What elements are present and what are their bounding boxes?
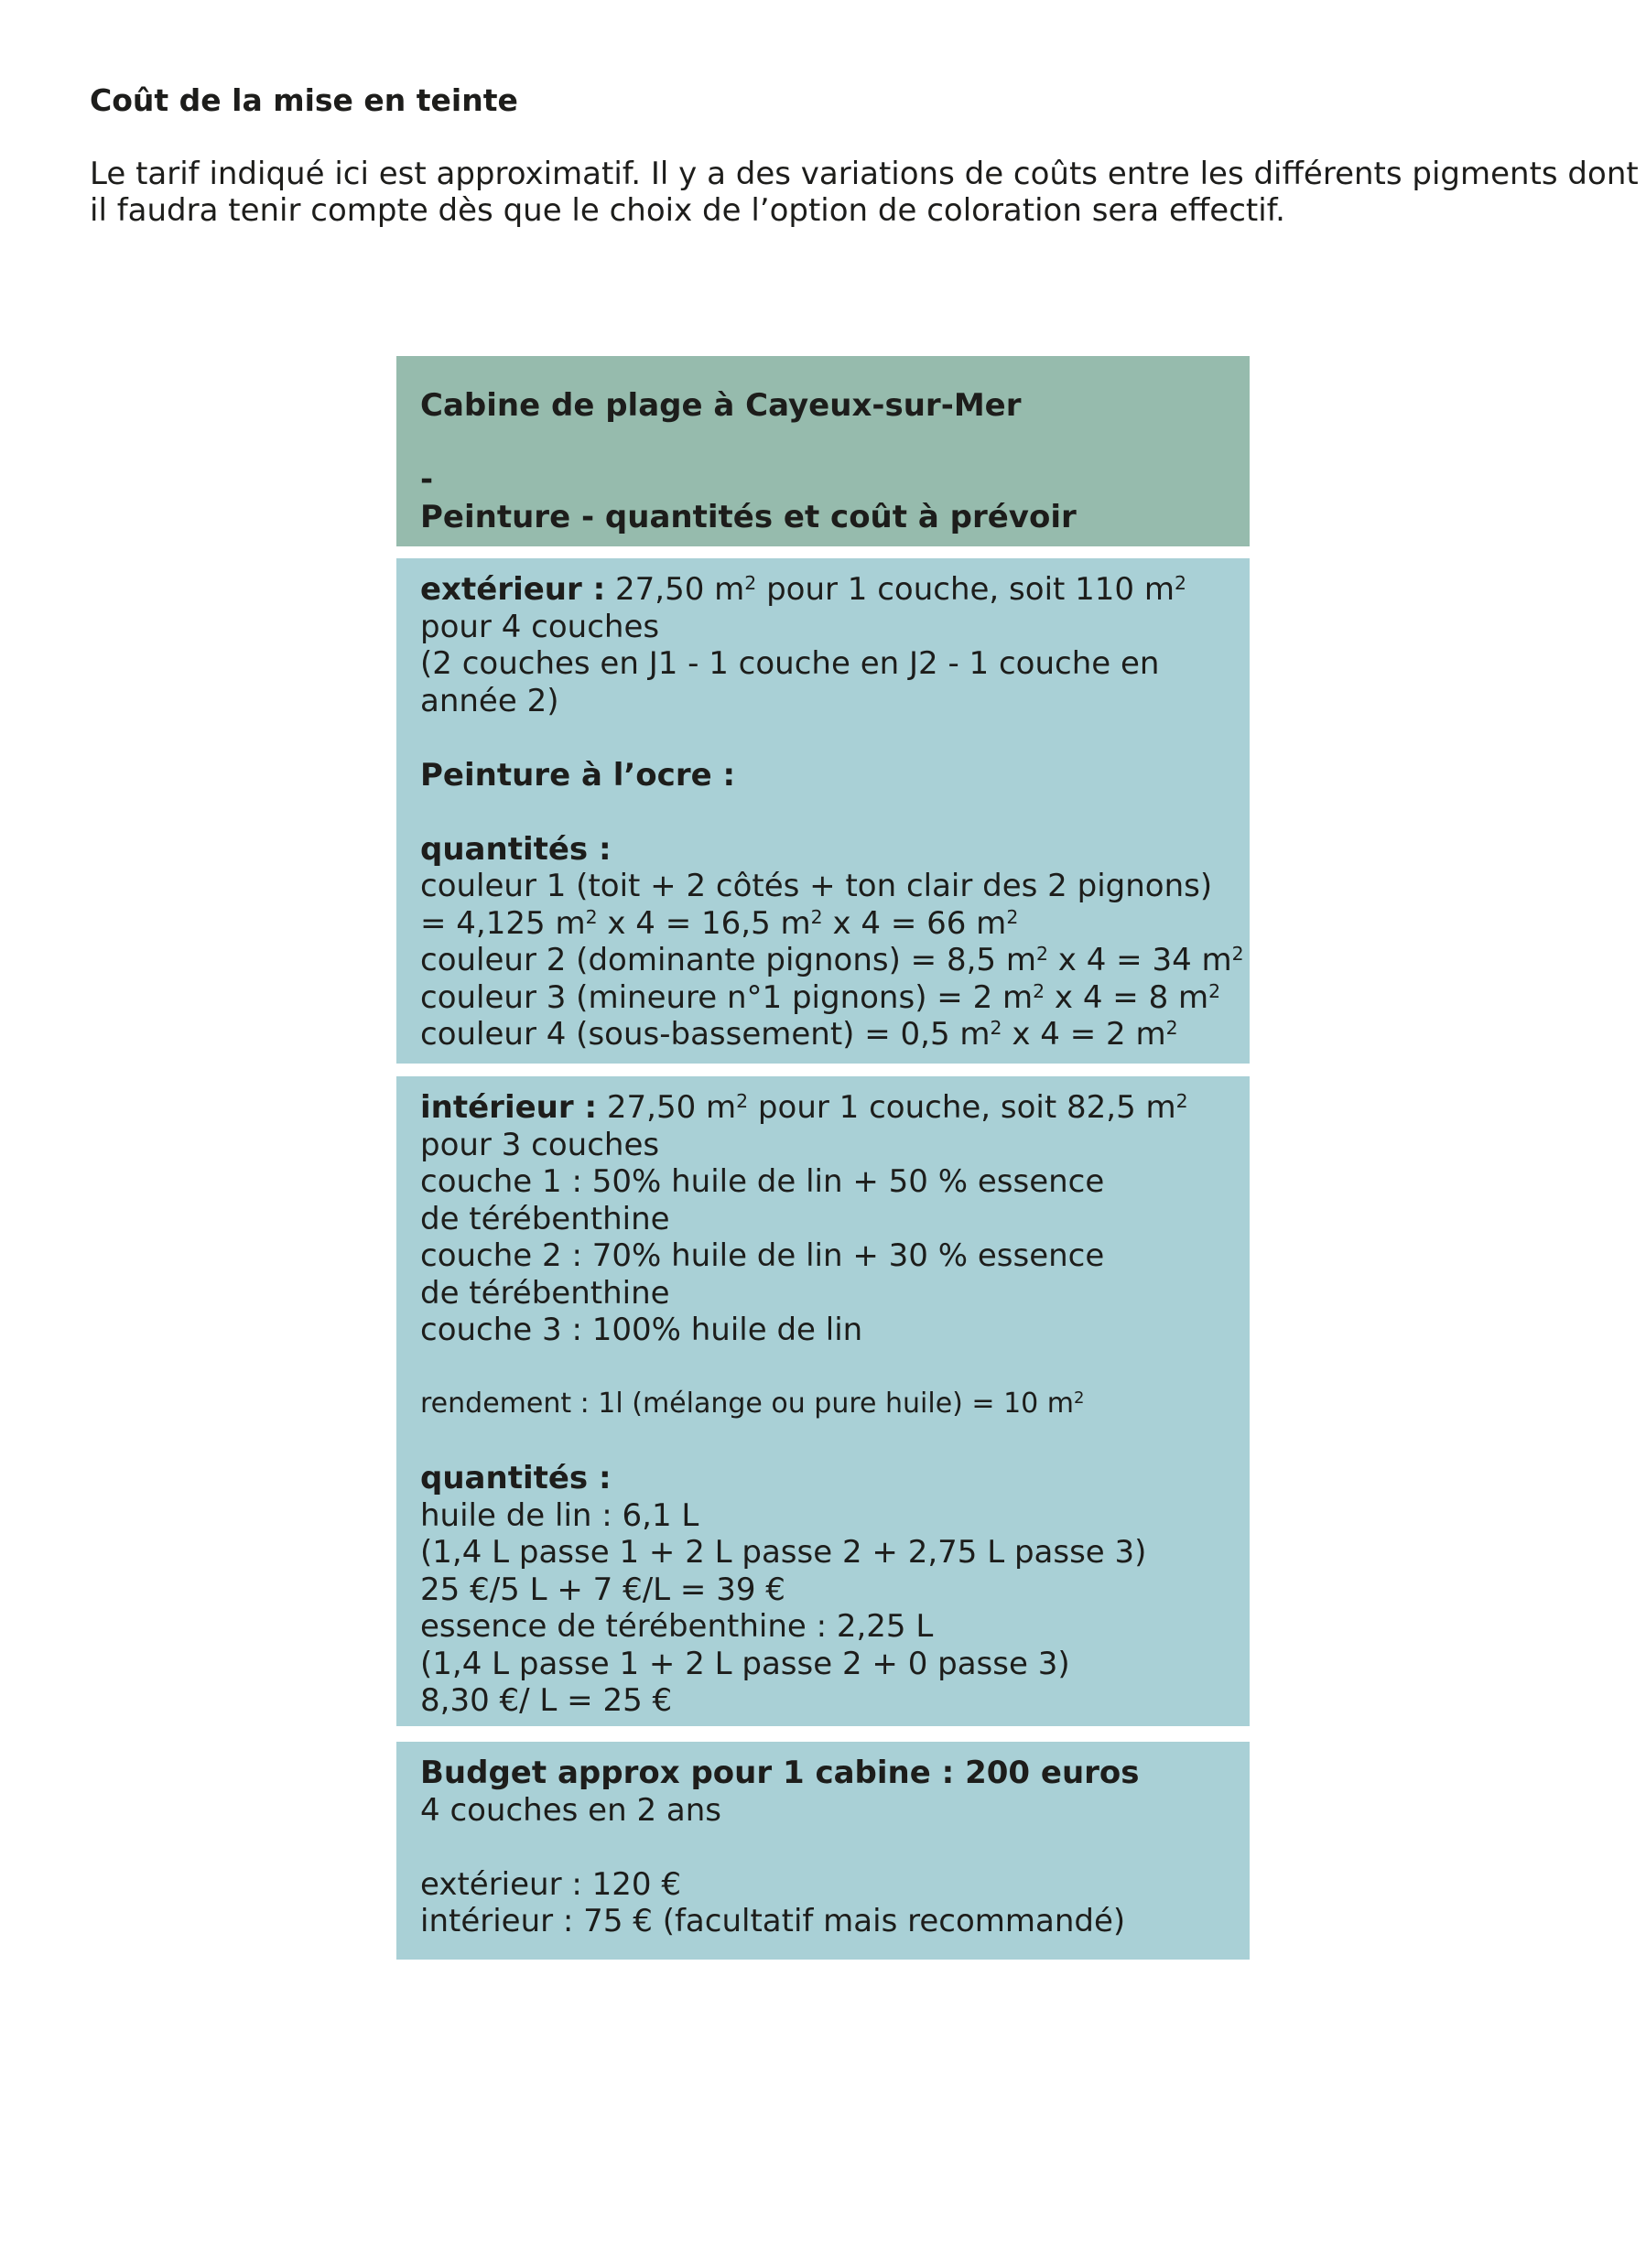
quantite-line: 25 €/5 L + 7 €/L = 39 €	[420, 1571, 785, 1608]
text: x 4 = 66 m	[822, 904, 1007, 942]
couleur-line	[420, 905, 1226, 943]
ocre-heading: Peinture à l’ocre :	[420, 756, 736, 794]
interieur-line: couche 1 : 50% huile de lin + 50 % essence	[420, 1163, 1105, 1200]
interieur-label: intérieur :	[420, 1089, 598, 1126]
budget-line: 4 couches en 2 ans	[420, 1791, 721, 1829]
sup: 2	[1006, 905, 1019, 928]
exterieur-line: (2 couches en J1 - 1 couche en J2 - 1 couche en	[420, 645, 1160, 682]
interieur-line: couche 3 : 100% huile de lin	[420, 1312, 863, 1348]
text: x 4 = 2 m	[1002, 1016, 1166, 1053]
couleur-line	[420, 979, 1226, 1017]
interieur-line	[420, 1089, 1226, 1127]
exterieur-line	[420, 571, 1226, 609]
quantite-line: 8,30 €/ L = 25 €	[420, 1682, 673, 1719]
text: x 4 = 8 m	[1045, 978, 1209, 1016]
intro-line: il faudra tenir compte dès que le choix de l’option de coloration sera effectif.	[90, 192, 1285, 229]
text: 27,50 m	[597, 1089, 737, 1126]
budget-title: Budget approx pour 1 cabine : 200 euros	[420, 1755, 1140, 1791]
text: couleur 4 (sous-bassement) = 0,5 m	[420, 1016, 991, 1053]
intro-section	[90, 81, 1639, 229]
text: couleur 2 (dominante pignons) = 8,5 m	[420, 942, 1036, 978]
sup: 2	[1208, 979, 1221, 1002]
sup: 2	[810, 905, 823, 928]
header-title: Cabine de plage à Cayeux-sur-Mer	[420, 387, 1022, 424]
text: pour 1 couche, soit 110 m	[756, 571, 1175, 608]
rendement-line	[420, 1386, 1226, 1423]
budget-line: extérieur : 120 €	[420, 1865, 681, 1903]
text: rendement : 1l (mélange ou pure huile) = 10 m	[420, 1388, 1075, 1420]
interieur-line: pour 3 couches	[420, 1126, 660, 1163]
interieur-line: de térébenthine	[420, 1200, 670, 1237]
sup: 2	[1035, 942, 1048, 965]
sup: 2	[1231, 942, 1244, 965]
header-dash: -	[420, 461, 434, 498]
text: 27,50 m	[605, 571, 745, 608]
sup: 2	[1074, 1388, 1085, 1409]
text: pour 1 couche, soit 82,5 m	[748, 1089, 1176, 1126]
sup: 2	[1165, 1016, 1178, 1039]
quantite-line: essence de térébenthine : 2,25 L	[420, 1608, 934, 1645]
quantites-heading: quantités :	[420, 1460, 612, 1496]
exterieur-line: pour 4 couches	[420, 608, 660, 645]
exterieur-line: année 2)	[420, 682, 559, 719]
interieur-line: de térébenthine	[420, 1274, 670, 1312]
sup: 2	[585, 905, 598, 928]
header-subtitle: Peinture - quantités et coût à prévoir	[420, 498, 1077, 535]
sup: 2	[990, 1016, 1002, 1039]
couleur-line: couleur 1 (toit + 2 côtés + ton clair des 2 pignons)	[420, 868, 1213, 904]
quantite-line: huile de lin : 6,1 L	[420, 1496, 699, 1534]
sup: 2	[1175, 1089, 1188, 1112]
quantites-heading: quantités :	[420, 830, 612, 868]
couleur-line	[420, 1016, 1226, 1053]
text: x 4 = 34 m	[1047, 942, 1232, 978]
quantite-line: (1,4 L passe 1 + 2 L passe 2 + 0 passe 3)	[420, 1645, 1070, 1682]
intro-text	[90, 156, 1639, 229]
page-title: Coût de la mise en teinte	[90, 82, 518, 118]
sup: 2	[736, 1089, 749, 1112]
text: = 4,125 m	[420, 904, 586, 942]
sup: 2	[1174, 571, 1186, 594]
exterieur-panel	[396, 558, 1250, 1064]
exterieur-label: extérieur :	[420, 571, 606, 608]
budget-line: intérieur : 75 € (facultatif mais recommandé)	[420, 1903, 1126, 1939]
budget-panel	[396, 1742, 1250, 1960]
table-header	[396, 356, 1250, 546]
intro-line: Le tarif indiqué ici est approximatif. Il y a des variations de coûts entre les différents pigments dont	[90, 156, 1639, 192]
couleur-line	[420, 942, 1244, 979]
sup: 2	[1033, 979, 1045, 1002]
text: x 4 = 16,5 m	[597, 904, 811, 942]
quantite-line: (1,4 L passe 1 + 2 L passe 2 + 2,75 L passe 3)	[420, 1534, 1147, 1571]
interieur-line: couche 2 : 70% huile de lin + 30 % essence	[420, 1237, 1105, 1274]
sup: 2	[744, 571, 757, 594]
interieur-panel	[396, 1076, 1250, 1726]
text: couleur 3 (mineure n°1 pignons) = 2 m	[420, 978, 1034, 1016]
